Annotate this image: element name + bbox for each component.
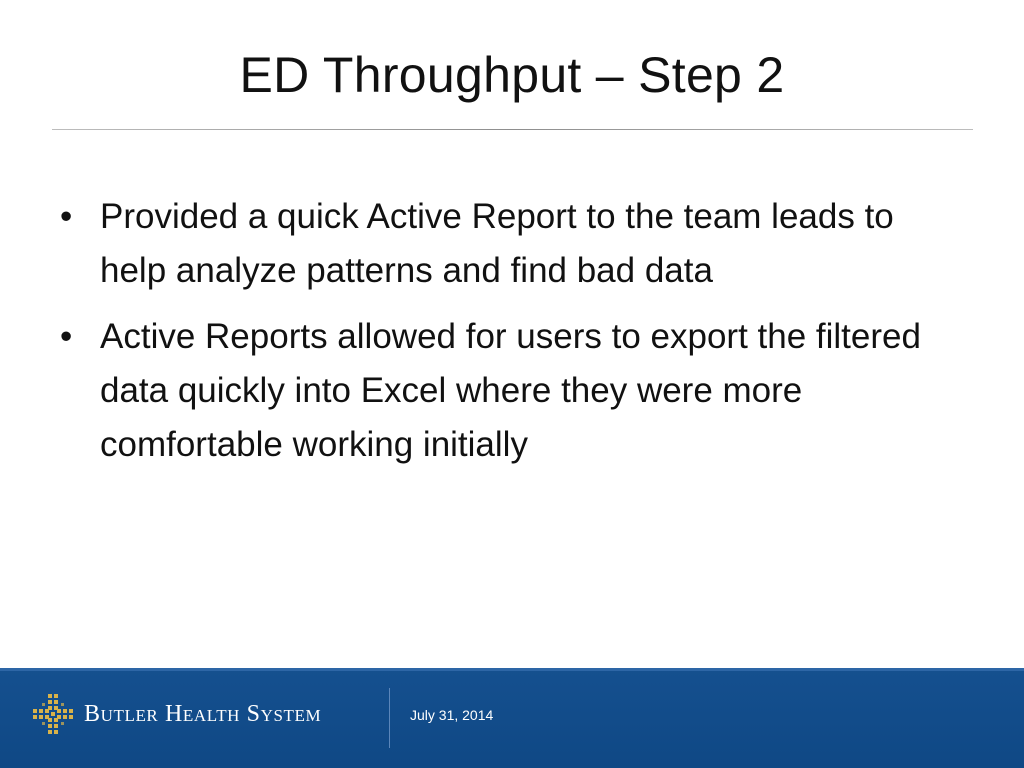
- title-divider: [52, 129, 973, 130]
- footer-date: July 31, 2014: [410, 707, 494, 723]
- bullet-text: Provided a quick Active Report to the team leads to help analyze patterns and find bad data: [100, 197, 894, 290]
- bullet-marker: •: [60, 317, 73, 356]
- bullet-text: Active Reports allowed for users to export the filtered data quickly into Excel where they were more comfortable working initially: [100, 317, 921, 464]
- bullet-item: [60, 190, 960, 298]
- footer-bar: [0, 668, 1024, 768]
- plus-cross-logo-icon: [32, 693, 76, 737]
- bullet-list: [60, 190, 960, 484]
- bullet-item: [60, 310, 960, 472]
- bullet-marker: •: [60, 197, 73, 236]
- footer-top-border: [0, 668, 1024, 671]
- organization-name: Butler Health System: [84, 701, 322, 727]
- footer-divider: [389, 688, 390, 748]
- slide-title: ED Throughput – Step 2: [239, 47, 785, 103]
